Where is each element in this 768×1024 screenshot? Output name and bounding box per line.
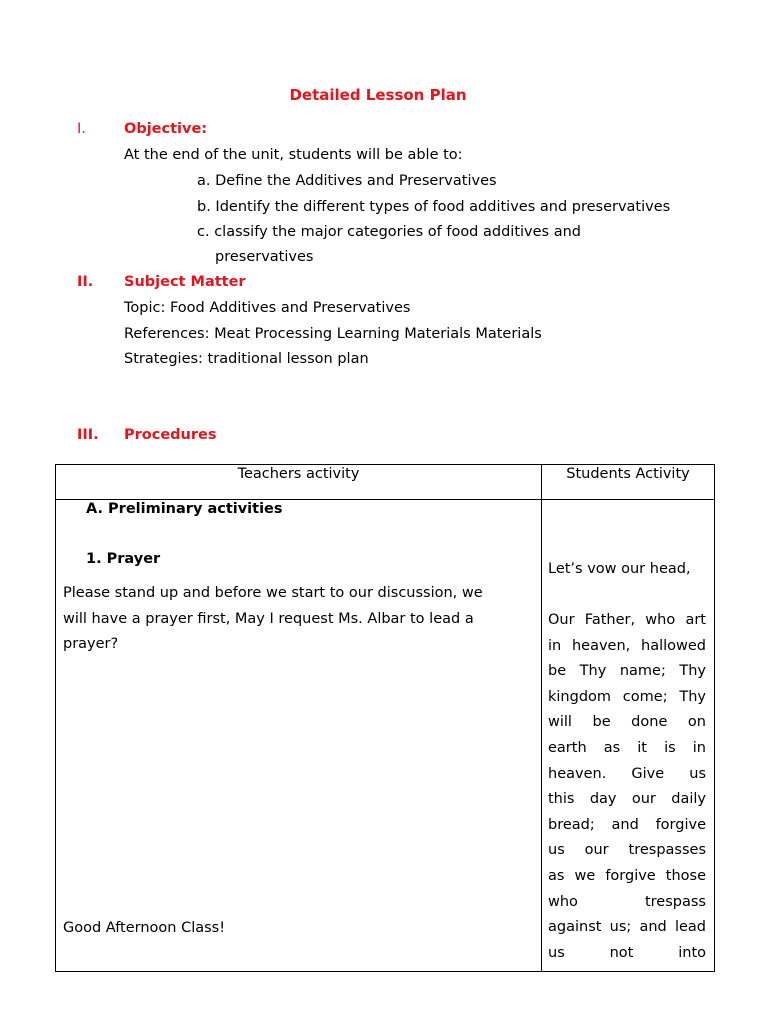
prayer-line: against us; and lead [548, 919, 706, 936]
teacher-activity-cell [56, 500, 542, 972]
prayer-line: earth as it is in [548, 739, 706, 756]
prayer-line: bread; and forgive [548, 816, 706, 833]
preliminary-activities-heading: A. Preliminary activities [86, 501, 283, 517]
header-students-activity [542, 465, 715, 500]
teacher-instruction [63, 581, 533, 658]
teacher-line: prayer? [63, 636, 119, 652]
prayer-line: us our trespasses [548, 842, 706, 859]
prayer-line: will be done on [548, 714, 706, 731]
header-students-label: Students Activity [566, 466, 690, 482]
procedures-numeral: III. [77, 427, 99, 443]
prayer-line: this day our daily [548, 791, 706, 808]
prayer-line: heaven. Give us [548, 765, 706, 782]
teacher-greeting: Good Afternoon Class! [63, 920, 226, 936]
subject-topic: Topic: Food Additives and Preservatives [124, 300, 411, 316]
objective-item-c: c. classify the major categories of food additives and [197, 224, 581, 240]
procedures-heading: Procedures [124, 427, 217, 443]
student-prayer-text [548, 608, 706, 966]
teacher-line: will have a prayer first, May I request Ms. Albar to lead a [63, 610, 474, 627]
objective-item-c-continued: preservatives [215, 249, 314, 265]
table-row [56, 500, 715, 972]
prayer-line: be Thy name; Thy [548, 663, 706, 680]
header-teachers-label: Teachers activity [237, 466, 360, 482]
prayer-line: Our Father, who art [548, 612, 706, 628]
student-activity-cell [542, 500, 715, 972]
prayer-line: kingdom come; Thy [548, 688, 706, 705]
student-intro: Let’s vow our head, [548, 561, 691, 577]
prayer-line: as we forgive those [548, 867, 706, 884]
procedures-table [55, 464, 715, 972]
prayer-line: in heaven, hallowed [548, 637, 706, 654]
subject-strategies: Strategies: traditional lesson plan [124, 351, 369, 367]
objective-intro: At the end of the unit, students will be able to: [124, 147, 463, 163]
objective-item-a: a. Define the Additives and Preservatives [197, 173, 497, 189]
subject-matter-numeral: II. [77, 274, 94, 290]
prayer-line: us not into [548, 944, 706, 961]
objective-heading: Objective: [124, 121, 208, 137]
document-title: Detailed Lesson Plan [289, 86, 467, 104]
prayer-line: who trespass [548, 893, 706, 910]
objective-item-b: b. Identify the different types of food additives and preservatives [197, 199, 671, 215]
subject-matter-heading: Subject Matter [124, 274, 246, 290]
header-teachers-activity [56, 465, 542, 500]
teacher-line: Please stand up and before we start to our discussion, we [63, 585, 483, 601]
objective-numeral: I. [77, 121, 86, 137]
table-header-row [56, 465, 715, 500]
prayer-heading: 1. Prayer [86, 551, 161, 567]
subject-references: References: Meat Processing Learning Materials Materials [124, 326, 542, 342]
